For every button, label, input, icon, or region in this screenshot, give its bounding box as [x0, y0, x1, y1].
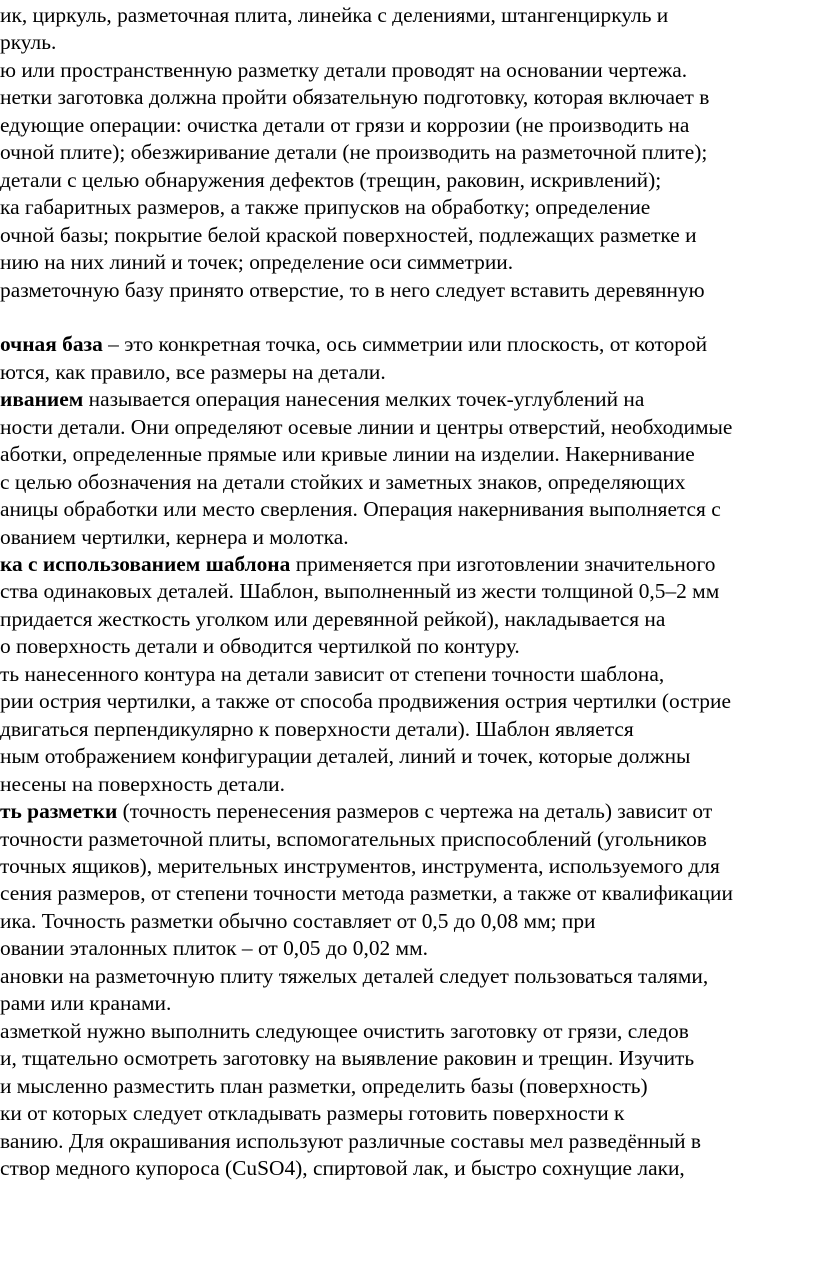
text-line: [0, 441, 695, 467]
text-line: [0, 469, 685, 495]
text-line: [0, 853, 720, 879]
text-line: [0, 908, 595, 934]
text-line: [0, 524, 349, 550]
text-run: рии острия чертилки, а также от способа продвижения острия чертилки (острие: [0, 689, 731, 714]
text-line: [0, 1155, 685, 1181]
text-run: точных ящиков), мерительных инструментов, инструмента, используемого для: [0, 853, 720, 878]
text-line: [0, 414, 732, 440]
text-line: [0, 826, 707, 852]
text-run: (точность перенесения размеров с чертежа на деталь) зависит от: [117, 799, 713, 823]
text-line: [0, 331, 707, 357]
text-line: [0, 1045, 694, 1071]
bold-term: ка с использованием шаблона: [0, 552, 291, 576]
text-run: несены на поверхность детали.: [0, 771, 285, 796]
text-run: ика. Точность разметки обычно составляет от 0,5 до 0,08 мм; при: [0, 908, 596, 933]
text-run: ка габаритных размеров, а также припусков на обработку; определение: [0, 195, 651, 220]
text-run: едующие операции: очистка детали от грязи и коррозии (не производить на: [0, 112, 690, 137]
text-line: [0, 798, 712, 824]
text-run: очной базы; покрытие белой краской поверхностей, подлежащих разметке и: [0, 222, 697, 247]
text-run: двигаться перпендикулярно к поверхности детали). Шаблон является: [0, 716, 634, 741]
text-run: сения размеров, от степени точности метода разметки, а также от квалификации: [0, 881, 733, 906]
text-run: ки от которых следует откладывать размеры готовить поверхности к: [0, 1101, 625, 1125]
text-line: [0, 935, 428, 961]
text-run: – это конкретная точка, ось симметрии или плоскость, от которой: [102, 332, 708, 357]
text-run: ванию. Для окрашивания используют различные составы мел разведённый в: [0, 1128, 701, 1153]
text-line: [0, 633, 520, 659]
text-line: [0, 1128, 701, 1154]
text-run: ю или пространственную разметку детали проводят на основании чертежа.: [0, 57, 688, 82]
text-line: [0, 139, 707, 165]
text-line: [0, 963, 708, 989]
text-run: о поверхность детали и обводится чертилкой по контуру.: [0, 634, 520, 659]
text-run: ркуль.: [0, 30, 57, 55]
text-run: ановки на разметочную плиту тяжелых деталей следует пользоваться талями,: [0, 963, 709, 988]
bold-term: ть разметки: [0, 799, 118, 823]
text-line: [0, 386, 644, 412]
text-line: [0, 661, 664, 687]
text-run: ованием чертилки, кернера и молотка.: [0, 524, 349, 549]
text-run: аницы обработки или место сверления. Операция накернивания выполняется с: [0, 497, 721, 522]
text-run: называется операция нанесения мелких точек-углублений на: [83, 387, 645, 412]
text-line: [0, 771, 285, 797]
text-line: [0, 606, 665, 632]
text-run: очной плите); обезжиривание детали (не производить на разметочной плите);: [0, 140, 708, 165]
text-run: нию на них линий и точек; определение оси симметрии.: [0, 250, 514, 274]
text-line: [0, 716, 634, 742]
text-run: ности детали. Они определяют осевые линии и центры отверстий, необходимые: [0, 414, 733, 439]
text-run: придается жесткость уголком или деревянной рейкой), накладывается на: [0, 606, 666, 631]
text-run: азметкой нужно выполнить следующее очистить заготовку от грязи, следов: [0, 1018, 689, 1043]
text-run: детали с целью обнаружения дефектов (трещин, раковин, искривлений);: [0, 167, 662, 192]
text-line: [0, 112, 689, 138]
text-line: [0, 57, 687, 83]
text-line: [0, 551, 715, 577]
text-line: [0, 29, 56, 55]
text-run: применяется при изготовлении значительного: [290, 552, 716, 576]
text-line: [0, 688, 731, 714]
text-run: створ медного купороса (CuSO4), спиртовой лак, и быстро сохнущие лаки,: [0, 1155, 685, 1180]
text-run: ть нанесенного контура на детали зависит от степени точности шаблона,: [0, 661, 665, 686]
text-line: [0, 277, 705, 303]
text-run: нетки заготовка должна пройти обязательную подготовку, которая включает в: [0, 85, 710, 110]
text-line: [0, 2, 668, 28]
text-line: [0, 990, 171, 1016]
text-run: разметочную базу принято отверстие, то в него следует вставить деревянную: [0, 277, 705, 302]
text-run: ным отображением конфигурации деталей, линий и точек, которые должны: [0, 744, 691, 769]
text-line: [0, 880, 733, 906]
text-run: рами или кранами.: [0, 991, 172, 1016]
text-line: [0, 359, 386, 385]
text-line: [0, 496, 721, 522]
text-line: [0, 1100, 624, 1126]
text-line: [0, 1018, 689, 1044]
text-line: [0, 222, 697, 248]
text-run: ются, как правило, все размеры на детали.: [0, 359, 386, 384]
text-run: ства одинаковых деталей. Шаблон, выполненный из жести толщиной 0,5–2 мм: [0, 579, 720, 604]
text-line: [0, 167, 661, 193]
text-run: ик, циркуль, разметочная плита, линейка с делениями, штангенциркуль и: [0, 3, 669, 27]
text-run: и, тщательно осмотреть заготовку на выявление раковин и трещин. Изучить: [0, 1046, 695, 1071]
text-line: [0, 249, 513, 275]
text-line: [0, 743, 690, 769]
bold-term: очная база: [0, 332, 103, 357]
text-run: с целью обозначения на детали стойких и заметных знаков, определяющих: [0, 469, 686, 494]
text-run: и мысленно разместить план разметки, определить базы (поверхность): [0, 1073, 648, 1098]
text-line: [0, 194, 650, 220]
text-run: овании эталонных плиток – от 0,05 до 0,02 мм.: [0, 936, 428, 961]
text-run: аботки, определенные прямые или кривые линии на изделии. Накернивание: [0, 442, 695, 467]
bold-term: иванием: [0, 387, 84, 412]
text-line: [0, 84, 709, 110]
text-line: [0, 578, 719, 604]
text-run: точности разметочной плиты, вспомогательных приспособлений (угольников: [0, 826, 707, 851]
text-line: [0, 1073, 648, 1099]
